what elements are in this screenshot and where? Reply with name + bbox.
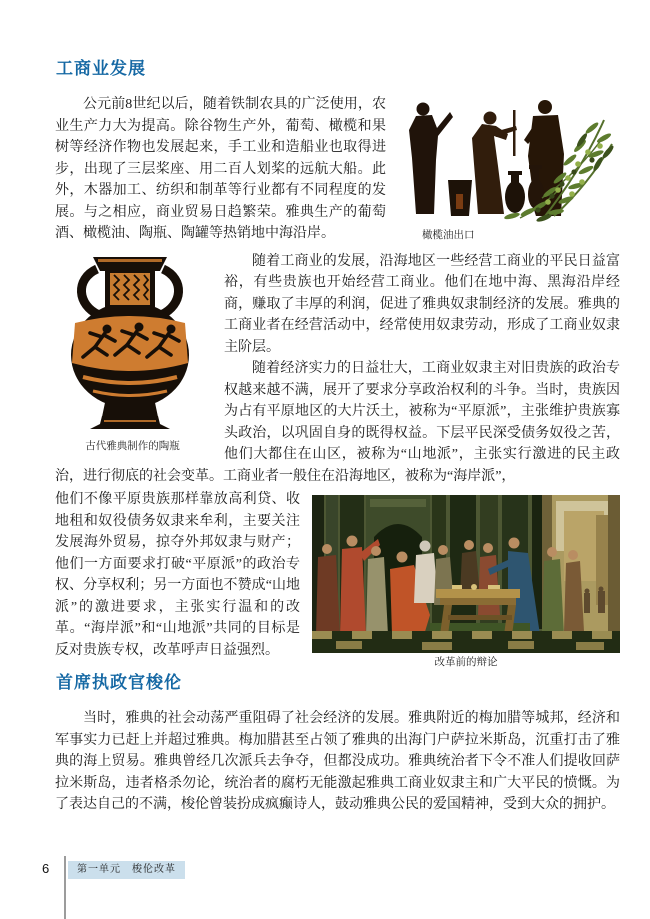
vase-figure-caption: 古代雅典制作的陶瓶 xyxy=(85,440,180,452)
debate-painting-figure xyxy=(312,495,620,670)
page-content xyxy=(55,58,620,816)
painting-figure-caption: 改革前的辩论 xyxy=(434,657,498,668)
section1-heading: 工商业发展 xyxy=(56,59,146,78)
section1-middle-row xyxy=(55,251,620,488)
paragraph-3-part1: 随着经济实力的日益壮大，工商业奴隶主对旧贵族的政治专权越来越不满，展开了要求分享政治权利的斗争。当时，贵族因为占有平原地区的大片沃土，被称为“平原派”，主张维护贵族寡头政治，以巩固自身的既得权益。下层平民深受债务奴役之苦，他们大都住在山区，被称为“山地派”，主张实行激进的民主政治，进行彻底的社会变革。工商业者一般住在沿海地区，被称为“海岸派”， xyxy=(55,361,620,484)
section2-heading: 首席执政官梭伦 xyxy=(56,673,182,692)
paragraph-2: 随着工商业的发展，沿海地区一些经营工商业的平民日益富裕，有些贵族也开始经营工商业。他们在地中海、黑海沿岸经商，赚取了丰厚的利润，促进了雅典奴隶制经济的发展。雅典的工商业者在经营活动中，经常使用奴隶劳动，形成了工商业奴隶主阶层。 xyxy=(224,253,620,355)
paragraph-3-part2: 他们不像平原贵族那样靠放高利贷、收地租和奴役债务奴隶来牟利，主要关注发展海外贸易，掠夺外邦奴隶与财产；他们一方面要求打破“平原派”的政治专权、分享权利；另一方面也不赞成“山地派”的激进要求，主张实行温和的改革。“海岸派”和“山地派”共同的目标是反对贵族专权，改革呼声日益强烈。 xyxy=(55,492,300,658)
section1-bottom-row xyxy=(55,489,620,672)
greek-vase-figure xyxy=(55,255,210,454)
debate-painting-illustration-icon xyxy=(312,495,620,653)
olive-export-figure xyxy=(392,94,620,243)
section2-paragraph: 当时，雅典的社会动荡严重阻碍了社会经济的发展。雅典附近的梅加腊等城邦，经济和军事实力已赶上并超过雅典。梅加腊甚至占领了雅典的出海门户萨拉米斯岛，沉重打击了雅典的海上贸易。雅典曾经几次派兵去争夺，但都没成功。雅典统治者下令不准人们提收回萨拉米斯岛，违者格杀勿论，统治者的腐朽无能激起雅典工商业奴隶主和广大平民的愤慨。为了表达自己的不满，梭伦曾装扮成疯癫诗人，鼓动雅典公民的爱国精神，受到大众的拥护。 xyxy=(55,711,620,812)
olive-figure-caption: 橄榄油出口 xyxy=(422,230,475,241)
olive-export-illustration-icon xyxy=(392,94,620,226)
section1-intro-row xyxy=(55,94,620,245)
greek-vase-illustration-icon xyxy=(55,255,210,437)
paragraph-1: 公元前8世纪以后，随着铁制农具的广泛使用，农业生产力大为提高。除谷物生产外，葡萄、橄榄和果树等经济作物也发展起来，手工业和造船业也取得进步，出现了三层桨座、用二百人划桨的远航大船。此外，木器加工、纺织和制革等行业都有不同程度的发展。与之相应，商业贸易日趋繁荣。雅典生产的葡萄酒、橄榄油、陶瓶、陶罐等热销地中海沿岸。 xyxy=(55,97,386,241)
page-number: 6 xyxy=(42,861,50,876)
footer-unit-label: 第一单元 梭伦改革 xyxy=(68,861,185,879)
footer-divider-rule xyxy=(64,856,66,919)
